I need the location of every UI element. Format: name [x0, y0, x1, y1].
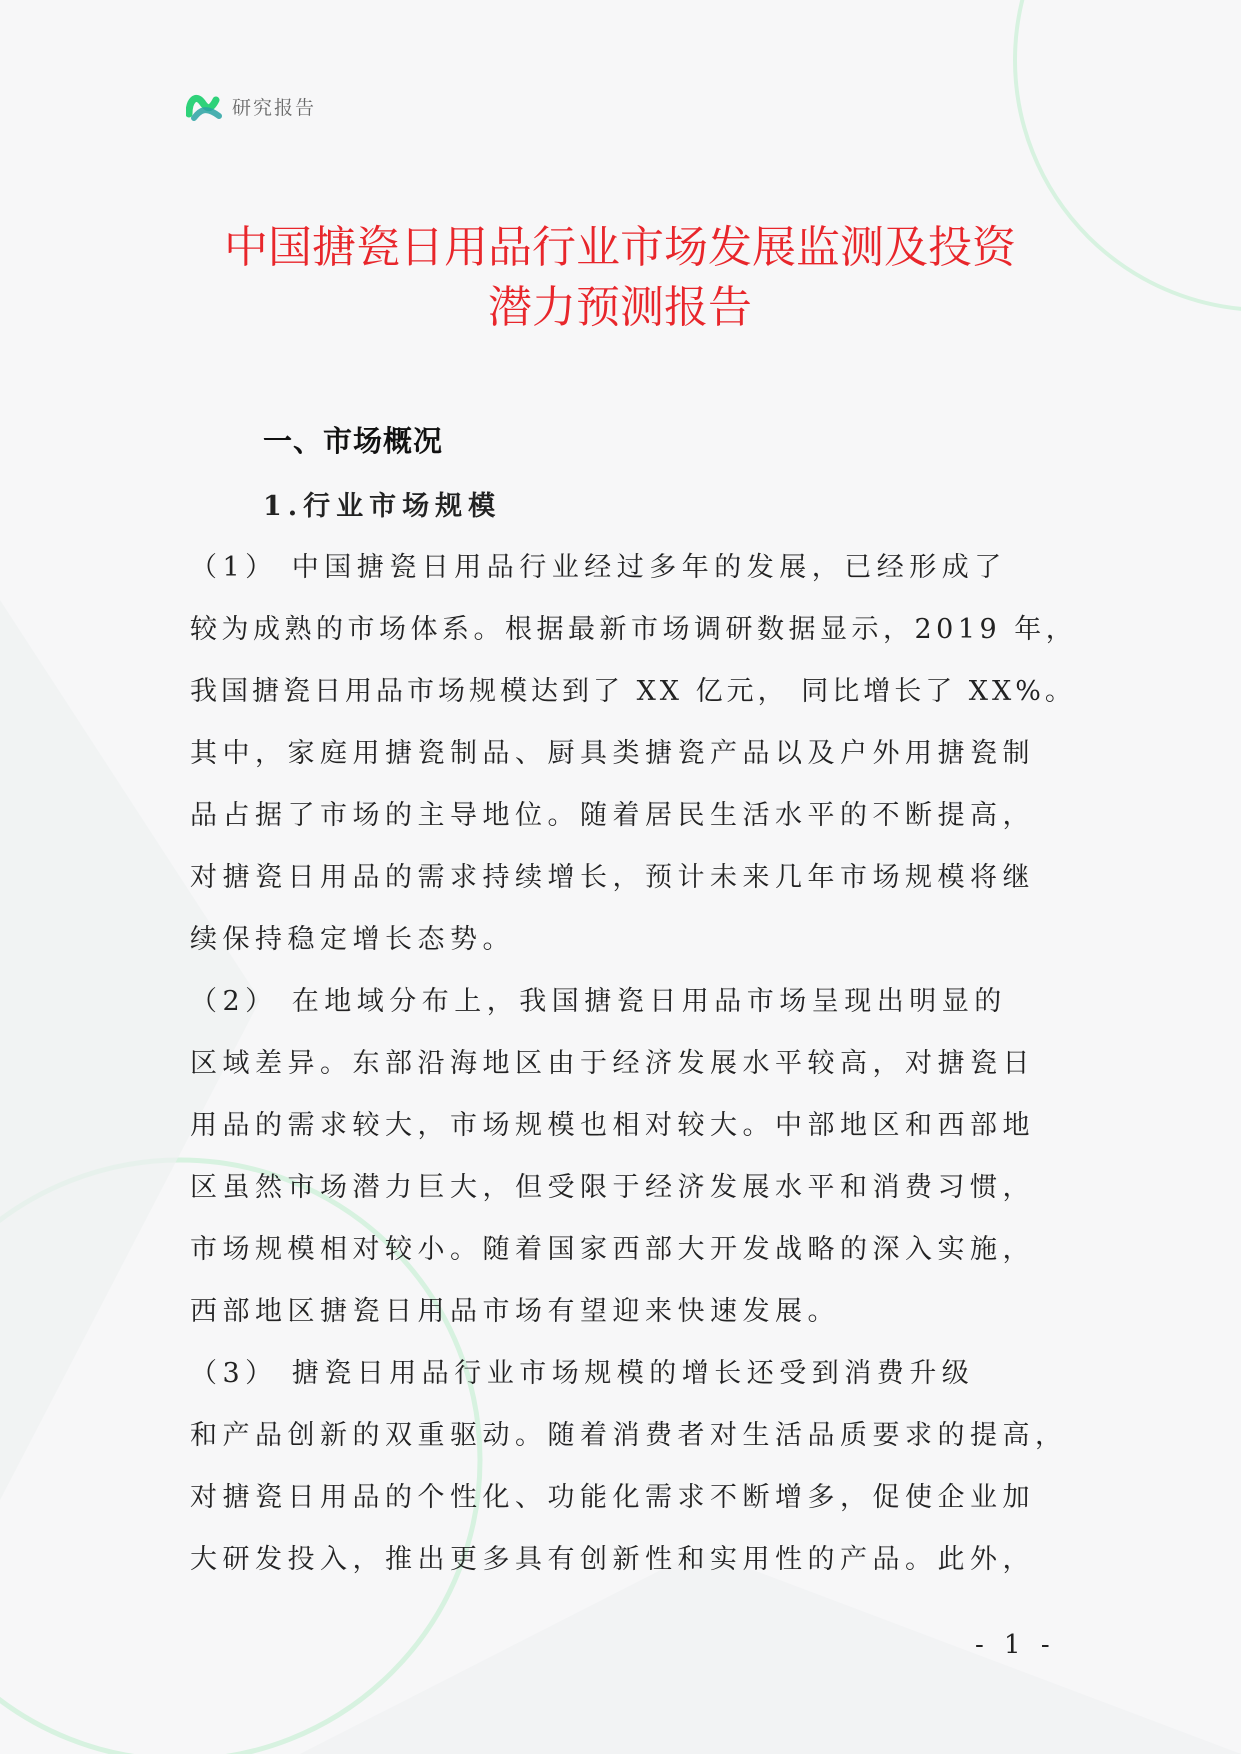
paragraph-line: （1） 中国搪瓷日用品行业经过多年的发展，已经形成了 [190, 552, 1007, 583]
paragraph-line: 区虽然市场潜力巨大，但受限于经济发展水平和消费习惯， [190, 1172, 1035, 1203]
paragraph-line: （2） 在地域分布上，我国搪瓷日用品市场呈现出明显的 [190, 986, 1007, 1017]
paragraph-3 [190, 1343, 1080, 1591]
paragraph-line: 大研发投入，推出更多具有创新性和实用性的产品。此外， [190, 1544, 1035, 1575]
report-title-line-1: 中国搪瓷日用品行业市场发展监测及投资 [224, 222, 1016, 273]
sub-heading: 1.行业市场规模 [263, 491, 502, 522]
page-number: - 1 - [975, 1630, 1056, 1660]
brand-logo-icon [186, 88, 222, 124]
paragraph-line: 其中，家庭用搪瓷制品、厨具类搪瓷产品以及户外用搪瓷制 [190, 738, 1035, 769]
paragraph-2 [190, 971, 1080, 1343]
paragraph-line: 西部地区搪瓷日用品市场有望迎来快速发展。 [190, 1296, 840, 1327]
report-title-line-2: 潜力预测报告 [488, 282, 752, 333]
paragraph-line: 较为成熟的市场体系。根据最新市场调研数据显示，2019 年， [190, 614, 1078, 645]
paragraph-line: 对搪瓷日用品的个性化、功能化需求不断增多，促使企业加 [190, 1482, 1035, 1513]
body-text [190, 537, 1080, 1591]
section-heading: 一、市场概况 [263, 424, 444, 458]
paragraph-1 [190, 537, 1080, 971]
header-label: 研究报告 [232, 96, 317, 119]
paragraph-line: 市场规模相对较小。随着国家西部大开发战略的深入实施， [190, 1234, 1035, 1265]
paragraph-line: 对搪瓷日用品的需求持续增长，预计未来几年市场规模将继 [190, 862, 1035, 893]
paragraph-line: 我国搪瓷日用品市场规模达到了 XX 亿元， 同比增长了 XX%。 [190, 676, 1076, 707]
paragraph-line: 区域差异。东部沿海地区由于经济发展水平较高，对搪瓷日 [190, 1048, 1035, 1079]
paragraph-line: （3） 搪瓷日用品行业市场规模的增长还受到消费升级 [190, 1358, 975, 1389]
paragraph-line: 用品的需求较大，市场规模也相对较大。中部地区和西部地 [190, 1110, 1035, 1141]
paragraph-line: 和产品创新的双重驱动。随着消费者对生活品质要求的提高， [190, 1420, 1068, 1451]
report-title [150, 218, 1090, 338]
paragraph-line: 续保持稳定增长态势。 [190, 924, 515, 955]
paragraph-line: 品占据了市场的主导地位。随着居民生活水平的不断提高， [190, 800, 1035, 831]
report-header [186, 88, 316, 124]
